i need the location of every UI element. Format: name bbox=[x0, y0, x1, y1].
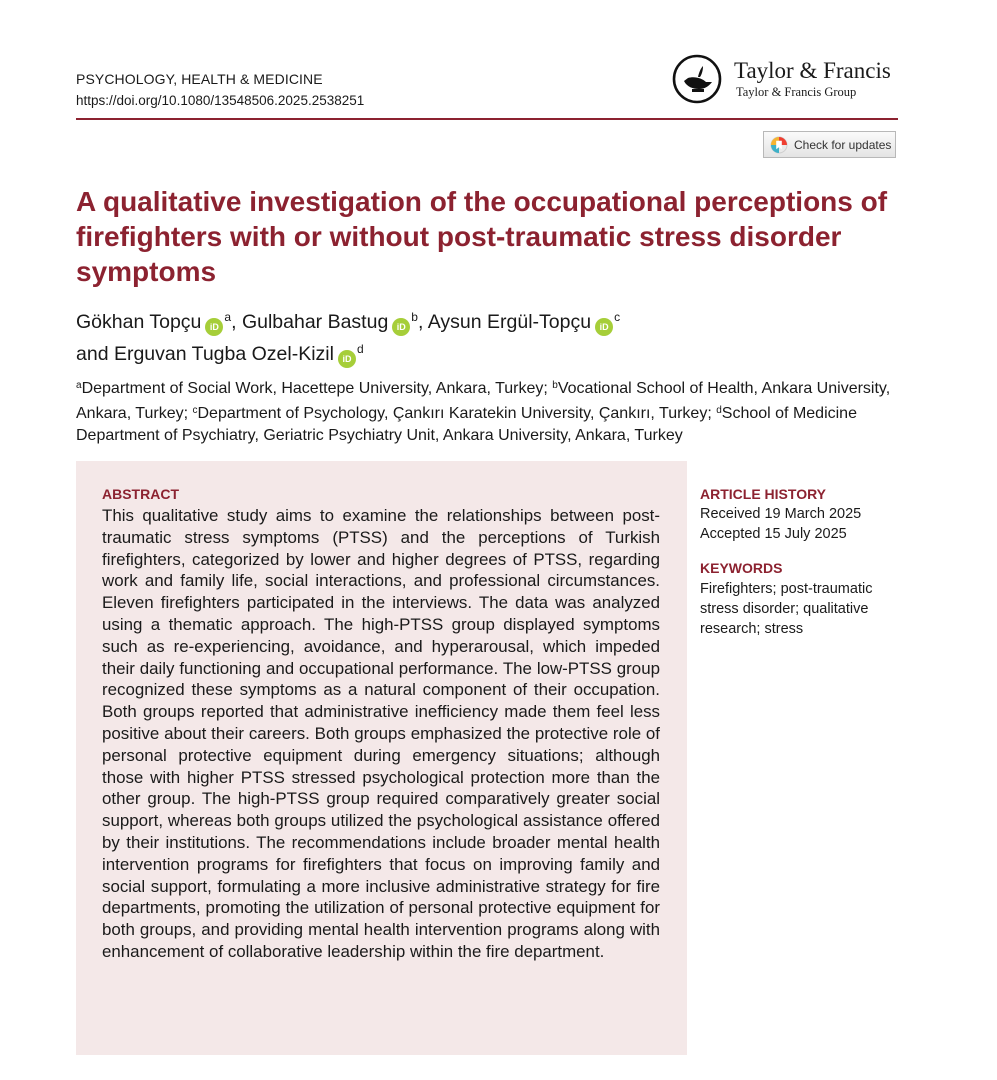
publisher-name: Taylor & Francis bbox=[734, 58, 891, 83]
author-name[interactable]: Gökhan Topçu bbox=[76, 311, 202, 333]
author-separator: , bbox=[231, 311, 242, 333]
check-for-updates-button[interactable] bbox=[763, 131, 896, 158]
orcid-icon[interactable]: iD bbox=[595, 318, 613, 336]
affiliation-marker: b bbox=[411, 310, 418, 324]
affiliations bbox=[76, 375, 906, 447]
affiliation-text: Department of Social Work, Hacettepe University, Ankara, Turkey; bbox=[81, 380, 553, 397]
abstract-heading: ABSTRACT bbox=[102, 486, 179, 502]
affiliation-marker: a bbox=[76, 380, 82, 391]
affiliation-marker: c bbox=[614, 310, 621, 324]
publisher-group: Taylor & Francis Group bbox=[736, 85, 857, 99]
article-title: A qualitative investigation of the occupational perceptions of firefighters with or without post-traumatic stress disorder symptoms bbox=[76, 186, 888, 287]
author-name[interactable]: Gulbahar Bastug bbox=[241, 311, 389, 333]
affiliation-marker: b bbox=[552, 380, 558, 391]
crossmark-icon bbox=[770, 136, 788, 154]
keywords-heading: KEYWORDS bbox=[700, 560, 783, 576]
author-list bbox=[76, 304, 906, 368]
affiliation-marker: d bbox=[356, 342, 364, 356]
author-name[interactable]: Aysun Ergül-Topçu bbox=[427, 311, 592, 333]
doi-link[interactable]: https://doi.org/10.1080/13548506.2025.2538251 bbox=[76, 93, 365, 108]
check-for-updates-label: Check for updates bbox=[794, 137, 892, 152]
author-line-2 bbox=[76, 336, 906, 368]
orcid-icon[interactable]: iD bbox=[392, 318, 410, 336]
accepted-date: Accepted 15 July 2025 bbox=[700, 526, 847, 542]
author-name[interactable]: Erguvan Tugba Ozel-Kizil bbox=[113, 343, 334, 365]
author-conjunction: and bbox=[76, 343, 114, 365]
affiliation-marker: c bbox=[192, 405, 198, 416]
header-divider bbox=[76, 118, 898, 120]
article-history-heading: ARTICLE HISTORY bbox=[700, 486, 827, 502]
affiliation-text: Department of Psychology, Çankırı Karatekin University, Çankırı, Turkey; bbox=[197, 405, 717, 422]
journal-name: PSYCHOLOGY, HEALTH & MEDICINE bbox=[76, 71, 323, 87]
received-date: Received 19 March 2025 bbox=[700, 506, 862, 522]
affiliation-text: Vocational School of Health, Ankara University, Ankara, Turkey; bbox=[76, 380, 891, 422]
author-separator: , bbox=[417, 311, 428, 333]
publisher-lamp-logo-icon bbox=[672, 54, 722, 104]
author-line-1 bbox=[76, 304, 906, 336]
affiliation-text: School of Medicine Department of Psychiatry, Geriatric Psychiatry Unit, Ankara University, Ankara, Turkey bbox=[76, 405, 857, 444]
affiliation-marker: d bbox=[716, 405, 722, 416]
keywords-text: Firefighters; post-traumatic stress disorder; qualitative research; stress bbox=[700, 581, 873, 637]
orcid-icon[interactable]: iD bbox=[338, 350, 356, 368]
abstract-text: This qualitative study aims to examine the relationships between post-traumatic stress symptoms (PTSS) and the perceptions of Turkish firefighters, categorized by lower and higher degrees of PTSS, regarding work and family life, social interactions, and professional circumstances. Eleven firefighters participated in the interviews. The data was analyzed using a thematic approach. The high-PTSS group displayed symptoms such as re-experiencing, avoidance, and hyperarousal, which impeded their daily functioning and occupational performance. The low-PTSS group recognized these symptoms as a natural component of their occupation. Both groups reported that administrative inefficiency made them feel less positive about their careers. Both groups emphasized the protective role of personal protective equipment during emergency situations; although those with higher PTSS stressed psychological protection more than the other group. The high-PTSS group required comparatively greater social support, whereas both groups utilized the psychological assistance offered by their institutions. The recommendations include broader mental health intervention programs for firefighters that focus on improving family and social support, formulating a more inclusive administrative strategy for fire departments, promoting the utilization of personal protective equipment for both groups, and providing mental health intervention programs along with enhancement of collaborative leadership within the fire department. bbox=[102, 506, 660, 961]
orcid-icon[interactable]: iD bbox=[205, 318, 223, 336]
affiliation-marker: a bbox=[224, 310, 232, 324]
